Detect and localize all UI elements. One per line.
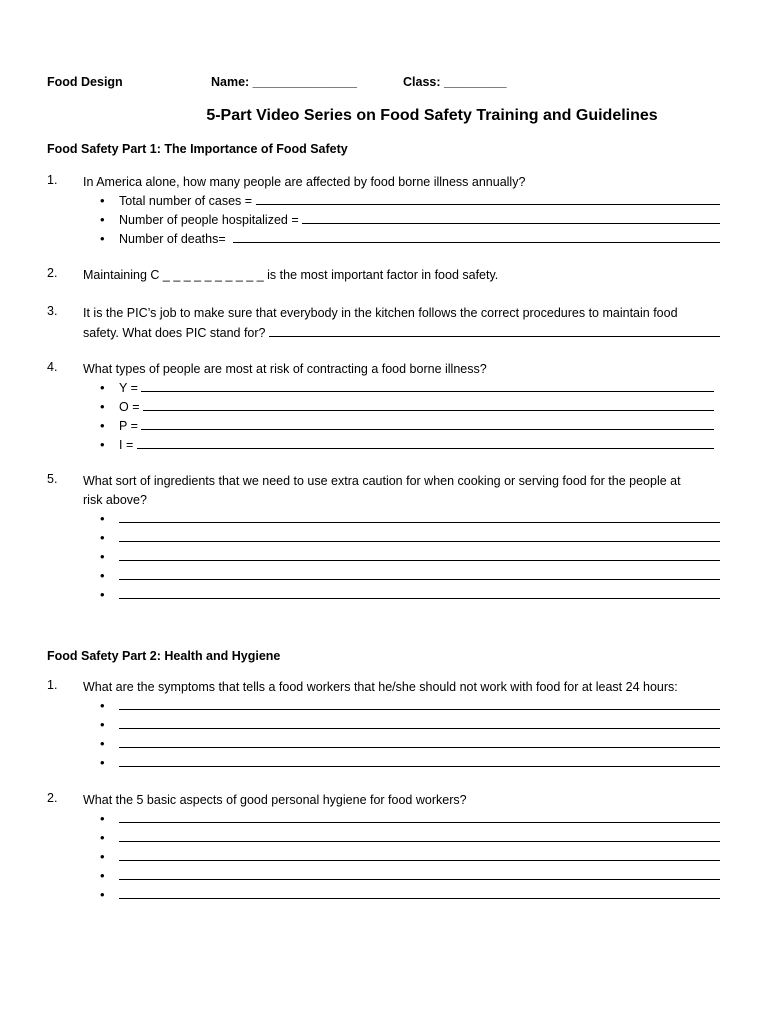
answer-line[interactable] [100,866,720,885]
bullet-icon: • [100,587,105,602]
answer-line[interactable] [100,378,714,397]
bullet-icon: • [100,193,105,208]
bullet-icon: • [100,231,105,246]
answer-label: Number of people hospitalized = [119,213,303,227]
question-number: 1. [47,173,58,187]
answer-line[interactable] [100,585,720,604]
answer-line[interactable] [100,229,720,248]
answer-line[interactable] [100,828,720,847]
answer-label: O = [119,400,143,414]
bullet-icon: • [100,887,105,902]
bullet-icon: • [100,811,105,826]
page-title: 5-Part Video Series on Food Safety Training and Guidelines [206,107,658,124]
question-text: What sort of ingredients that we need to use extra caution for when cooking or serving food for the people at [83,474,681,488]
question-text-blank[interactable]: Maintaining C _ _ _ _ _ _ _ _ _ _ [83,268,268,282]
answer-label: I = [119,438,137,452]
question-number: 5. [47,472,58,486]
answer-line[interactable] [100,696,720,715]
bullet-icon: • [100,399,105,414]
bullet-icon: • [100,380,105,395]
question-text: It is the PIC’s job to make sure that everybody in the kitchen follows the correct procedures to maintain food [83,306,678,320]
bullet-icon: • [100,830,105,845]
name-field-label: Name: _______________ [211,75,357,89]
part1-heading: Food Safety Part 1: The Importance of Food Safety [47,142,348,156]
question-text: What types of people are most at risk of contracting a food borne illness? [83,362,487,376]
bullet-icon: • [100,212,105,227]
answer-line[interactable] [100,566,720,585]
answer-label: Total number of cases = [119,194,256,208]
answer-line[interactable] [100,191,720,210]
answer-line[interactable] [100,809,720,828]
answer-line[interactable] [100,397,714,416]
bullet-icon: • [100,736,105,751]
answer-line[interactable] [100,509,720,528]
bullet-icon: • [100,437,105,452]
answer-line[interactable] [100,734,720,753]
question-text: risk above? [83,493,147,507]
question-text: What the 5 basic aspects of good personal hygiene for food workers? [83,793,467,807]
bullet-icon: • [100,418,105,433]
answer-line[interactable] [100,547,720,566]
answer-line[interactable] [100,210,720,229]
question-text-end: is the most important factor in food safety. [267,268,499,282]
answer-label: Number of deaths= [119,232,233,246]
answer-line[interactable] [83,323,720,343]
question-text: What are the symptoms that tells a food workers that he/she should not work with food for at least 24 hours: [83,680,678,694]
class-field-label: Class: _________ [403,75,507,89]
answer-label: P = [119,419,142,433]
bullet-icon: • [100,549,105,564]
bullet-icon: • [100,717,105,732]
answer-label: Y = [119,381,142,395]
question-number: 2. [47,791,58,805]
question-number: 3. [47,304,58,318]
answer-line[interactable] [100,885,720,904]
bullet-icon: • [100,698,105,713]
bullet-icon: • [100,868,105,883]
bullet-icon: • [100,511,105,526]
bullet-icon: • [100,568,105,583]
answer-line[interactable] [100,753,720,772]
course-name: Food Design [47,75,123,89]
part2-heading: Food Safety Part 2: Health and Hygiene [47,649,281,663]
answer-line[interactable] [100,715,720,734]
bullet-icon: • [100,755,105,770]
question-text [83,266,720,285]
question-text: In America alone, how many people are affected by food borne illness annually? [83,175,526,189]
bullet-icon: • [100,530,105,545]
answer-line[interactable] [100,416,714,435]
question-number: 4. [47,360,58,374]
header-row [47,75,728,93]
question-number: 1. [47,678,58,692]
answer-line[interactable] [100,435,714,454]
answer-line[interactable] [100,528,720,547]
question-text: safety. What does PIC stand for? [83,326,269,340]
bullet-icon: • [100,849,105,864]
question-number: 2. [47,266,58,280]
answer-line[interactable] [100,847,720,866]
